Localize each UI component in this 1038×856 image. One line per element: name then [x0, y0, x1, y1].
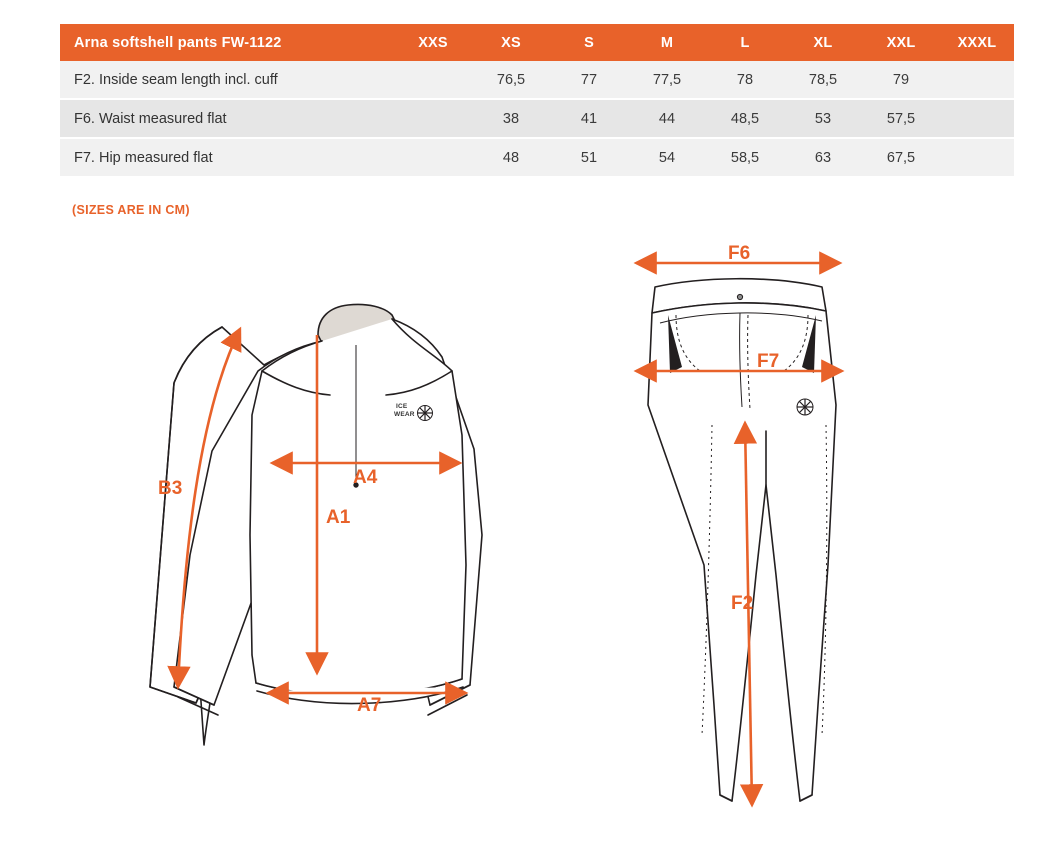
cell-f7-xs: 48	[472, 138, 550, 177]
size-table-body	[60, 61, 1014, 177]
dimension-label-b3: B3	[158, 478, 183, 499]
table-row	[60, 61, 1014, 99]
dimension-label-f2: F2	[731, 593, 754, 614]
table-row	[60, 99, 1014, 138]
cell-f2-xl: 78,5	[784, 61, 862, 99]
cell-f7-xxs	[394, 138, 472, 177]
cell-f7-xxl: 67,5	[862, 138, 940, 177]
column-header-s: S	[550, 24, 628, 61]
diagram-svg	[0, 235, 1038, 855]
column-header-xxl: XXL	[862, 24, 940, 61]
dimension-label-f7: F7	[757, 351, 780, 372]
column-header-l: L	[706, 24, 784, 61]
cell-f6-xxxl	[940, 99, 1014, 138]
row-label-f2: F2. Inside seam length incl. cuff	[60, 61, 394, 99]
table-row	[60, 138, 1014, 177]
cell-f6-l: 48,5	[706, 99, 784, 138]
size-table-container	[60, 24, 1000, 178]
cell-f2-xxl: 79	[862, 61, 940, 99]
cell-f7-s: 51	[550, 138, 628, 177]
cell-f6-s: 41	[550, 99, 628, 138]
dimension-label-a1: A1	[326, 507, 351, 528]
row-label-f6: F6. Waist measured flat	[60, 99, 394, 138]
brand-logo-icon	[418, 406, 433, 421]
brand-text-line2: WEAR	[394, 411, 415, 418]
cell-f7-l: 58,5	[706, 138, 784, 177]
cell-f2-s: 77	[550, 61, 628, 99]
cell-f2-xxxl	[940, 61, 1014, 99]
row-label-f7: F7. Hip measured flat	[60, 138, 394, 177]
column-header-xxxl: XXXL	[940, 24, 1014, 61]
measurement-diagrams	[0, 235, 1038, 855]
table-header-row	[60, 24, 1014, 61]
cell-f6-xs: 38	[472, 99, 550, 138]
cell-f7-xl: 63	[784, 138, 862, 177]
size-table	[60, 24, 1014, 178]
cell-f6-m: 44	[628, 99, 706, 138]
cell-f2-xxs	[394, 61, 472, 99]
units-note: (SIZES ARE IN CM)	[72, 203, 190, 217]
dimension-label-a7: A7	[357, 695, 382, 716]
column-header-xs: XS	[472, 24, 550, 61]
column-header-xl: XL	[784, 24, 862, 61]
column-header-xxs: XXS	[394, 24, 472, 61]
cell-f6-xl: 53	[784, 99, 862, 138]
dimension-label-f6: F6	[728, 243, 751, 264]
pants-brand-logo-icon	[797, 399, 813, 415]
cell-f7-m: 54	[628, 138, 706, 177]
column-header-m: M	[628, 24, 706, 61]
product-title-cell: Arna softshell pants FW-1122	[60, 24, 394, 61]
cell-f2-m: 77,5	[628, 61, 706, 99]
cell-f2-xs: 76,5	[472, 61, 550, 99]
size-table-header	[60, 24, 1014, 61]
cell-f2-l: 78	[706, 61, 784, 99]
brand-text-line1: ICE	[396, 403, 408, 410]
cell-f6-xxl: 57,5	[862, 99, 940, 138]
dimension-label-a4: A4	[353, 467, 378, 488]
cell-f7-xxxl	[940, 138, 1014, 177]
cell-f6-xxs	[394, 99, 472, 138]
